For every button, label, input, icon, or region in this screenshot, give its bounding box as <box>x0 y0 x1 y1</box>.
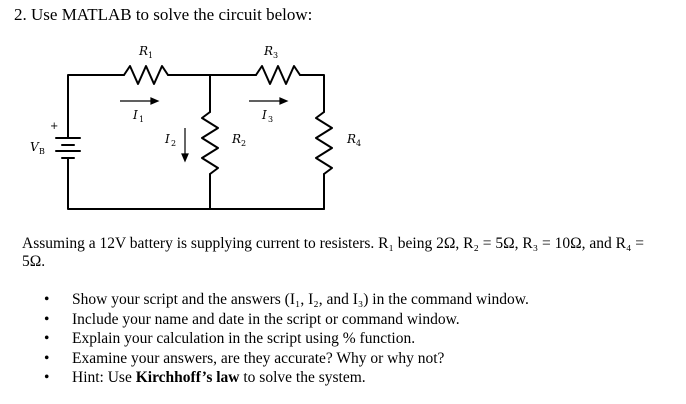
r2-resistor <box>202 112 218 174</box>
hint-suffix: to solve the system. <box>239 369 366 386</box>
bottom-wire <box>68 189 324 209</box>
r1-label: R <box>139 44 149 58</box>
i3-label-sub: 3 <box>268 115 274 124</box>
list-item-text: Include your name and date in the script or command window. <box>72 310 460 328</box>
bullet-icon: • <box>44 369 50 386</box>
list-item-text: Explain your calculation in the script using % function. <box>72 330 416 347</box>
bullet-icon: • <box>44 330 50 347</box>
top-wire <box>68 75 124 84</box>
i3-arrowhead <box>280 98 287 104</box>
r1-resistor <box>124 66 168 84</box>
list-item-text: Examine your answers, are they accurate? Why or why not? <box>72 349 445 367</box>
r4-resistor <box>316 112 332 174</box>
bullet-icon: • <box>44 310 50 328</box>
requirements-list <box>38 290 529 388</box>
list-item-hint <box>38 368 529 388</box>
r2-label: R <box>232 132 242 146</box>
i1-label-sub: 1 <box>139 115 145 124</box>
r4-label: R <box>347 132 357 146</box>
vb-label: V <box>30 140 39 154</box>
question-title: 2. Use MATLAB to solve the circuit below: <box>14 5 313 24</box>
r2-label-sub: 2 <box>241 139 247 148</box>
list-item-text: Show your script and the answers (I₁, I₂, and I₃) in the command window. <box>72 291 529 308</box>
hint-prefix: Hint: Use <box>72 369 136 386</box>
list-item <box>38 329 529 349</box>
bullet-icon: • <box>44 349 50 367</box>
hint-bold-term: Kirchhoff’s law <box>135 369 240 386</box>
i2-label-sub: 2 <box>171 139 177 148</box>
r4-label-sub: 4 <box>356 139 362 148</box>
top-wire-right <box>300 75 324 112</box>
list-item <box>38 310 529 330</box>
r3-label-sub: 3 <box>273 51 279 60</box>
i1-label: I <box>133 108 138 122</box>
r1-label-sub: 1 <box>148 51 154 60</box>
i1-arrowhead <box>151 98 158 104</box>
battery-plus-sign: + <box>50 121 59 132</box>
list-item <box>38 290 529 310</box>
i3-label: I <box>262 108 267 122</box>
bullet-icon: • <box>44 291 50 308</box>
vb-label-sub: B <box>39 147 45 156</box>
problem-statement: Assuming a 12V battery is supplying current to resisters. R₁ being 2Ω, R₂ = 5Ω, R₃ = 10Ω, and R₄ = 5Ω. <box>22 235 644 270</box>
i2-label: I <box>165 132 170 146</box>
list-item <box>38 349 529 369</box>
r3-resistor <box>256 66 300 84</box>
i2-arrowhead <box>182 154 188 161</box>
r3-label: R <box>264 44 274 58</box>
